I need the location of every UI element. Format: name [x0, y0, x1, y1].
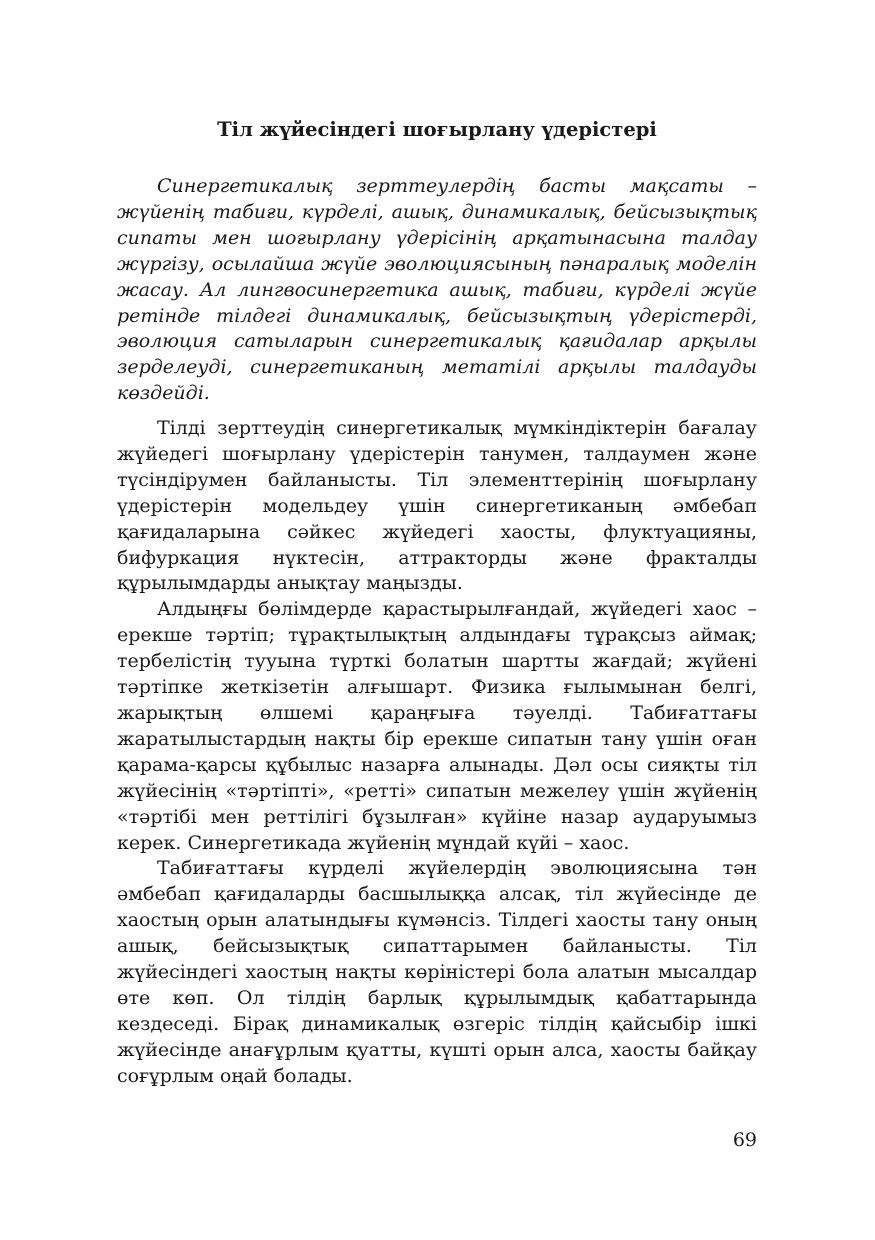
body-text — [117, 416, 757, 1090]
abstract-paragraph: Синергетикалық зерттеулердің басты мақсаты – жүйенің табиғи, күрделі, ашық, динамикалық, бейсызықтық сипаты мен шоғырлану үдерісінің арқатынасына талдау жүргізу, осылайша жүйе эволюциясының пәнаралық моделін жасау. Ал лингвосинергетика ашық, табиғи, күрделі жүйе ретінде тілдегі динамикалық, бейсызықтың үдерістерді, эволюция сатыларын синергетикалық қағидалар арқылы зерделеуді, синергетиканың метатілі арқылы талдауды көздейді. — [117, 175, 757, 405]
body-paragraph: Тілді зерттеудің синергетикалық мүмкіндіктерін бағалау жүйедегі шоғырлану үдерістерін танумен, талдаумен және түсіндірумен байланысты. Тіл элементтерінің шоғырлану үдерістерін модельдеу үшін синергетиканың әмбебап қағидаларына сәйкес жүйедегі хаосты, флуктуацияны, бифуркация нүктесін, аттракторды және фракталды құрылымдарды анықтау маңызды. — [117, 417, 757, 595]
page-number: 69 — [732, 1129, 757, 1151]
section-title: Тіл жүйесіндегі шоғырлану үдерістері — [217, 118, 657, 141]
body-paragraph: Табиғаттағы күрделі жүйелердің эволюциясына тән әмбебап қағидаларды басшылыққа алсақ, тіл жүйесінде де хаостың орын алатындығы күмәнсіз. Тілдегі хаосты тану оның ашық, бейсызықтық сипаттарымен байланысты. Тіл жүйесіндегі хаостың нақты көріністері бола алатын мысалдар өте көп. Ол тілдің барлық құрылымдық қабаттарында кездеседі. Бірақ динамикалық өзгеріс тілдің қайсыбір ішкі жүйесінде анағұрлым қуатты, күшті орын алса, хаосты байқау соғұрлым оңай болады. — [117, 857, 757, 1087]
body-paragraph: Алдыңғы бөлімдерде қарастырылғандай, жүйедегі хаос – ерекше тәртіп; тұрақтылықтың алдындағы тұрақсыз аймақ; тербелістің тууына түрткі болатын шартты жағдай; жүйені тәртіпке жеткізетін алғышарт. Физика ғылымынан белгі, жарықтың өлшемі қараңғыға тәуелді. Табиғаттағы жаратылыстардың нақты бір ерекше сипатын тану үшін оған қарама-қарсы құбылыс назарға алынады. Дәл осы сияқты тіл жүйесінің «тәртіпті», «ретті» сипатын межелеу үшін жүйенің «тәртібі мен реттілігі бұзылған» күйіне назар аударуымыз керек. Синергетикада жүйенің мұндай күйі – хаос. — [117, 598, 757, 854]
